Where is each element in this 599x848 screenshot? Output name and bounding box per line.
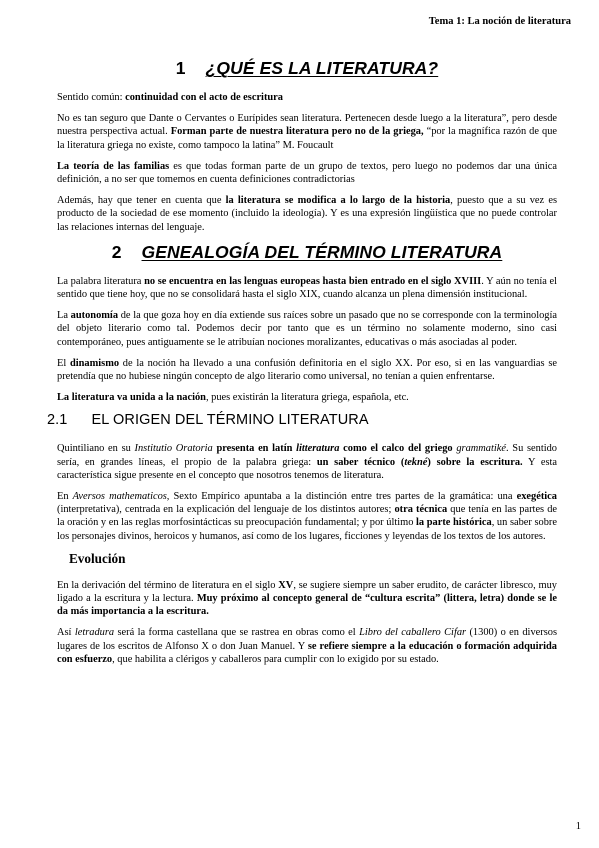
- section-number: 2: [111, 241, 122, 262]
- section-title: EL ORIGEN DEL TÉRMINO LITERATURA: [91, 412, 369, 429]
- section-2-heading: [57, 242, 557, 263]
- paragraph-sentido-comun: Sentido común: continuidad con el acto de escritura: [57, 92, 283, 103]
- paragraph-sexto-empirico: En Aversos mathematicos, Sexto Empírico apuntaba a la distinción entre tres partes de la gramática: una exegética (interpretativa), centrada en la explicación del lenguaje de los distintos autores; otra técnica que tenía en las partes de la oración y en las reglas morfosintácticas su preocupación fundamental; y por último la parte histórica, un saber sobre los personajes divinos, heroicos y humanos, así como de los lugares, ficciones y leyendas de los textos de los autores.: [57, 491, 558, 542]
- page-content: [47, 58, 558, 674]
- section-title: ¿QUÉ ES LA LITERATURA?: [205, 58, 439, 78]
- section-2-1-heading: [47, 412, 557, 428]
- paragraph-nacion: La literatura va unida a la nación, pues existirán la literatura griega, española, etc.: [57, 392, 409, 404]
- running-header: Tema 1: La noción de literatura: [428, 16, 571, 27]
- paragraph-teoria-familias: La teoría de las familias es que todas forman parte de un grupo de textos, pero luego no podemos dar una única definición, a no ser que tomemos en cuenta definiciones contradictorias: [57, 160, 557, 186]
- paragraph-dinamismo: El dinamismo de la noción ha llevado a una confusión definitoria en el siglo XX. Por eso, si en las vanguardias se pretendía que no hubiese ningún concepto de algo literario como universal, no tenían a quien enfrentarse.: [57, 357, 557, 383]
- paragraph-quintiliano: Quintiliano en su Institutio Oratoria presenta en latín litteratura como el calco del griego grammatiké. Su sentido sería, en grandes líneas, el propio de la palabra griega: un saber técnico (tekné) sobre la escritura. Y esta característica sigue presente en el concepto que nosotros tenemos de literatura.: [57, 443, 558, 481]
- paragraph-derivacion: En la derivación del término de literatura en el siglo XV, se sugiere siempre un saber erudito, de carácter libresco, muy ligado a la escritura y la lectura. Muy próximo al concepto general de “cultura escrita” (littera, letra) donde se le da más importancia a la escritura.: [57, 579, 558, 618]
- section-1-heading: [57, 58, 557, 79]
- paragraph-autonomia: La autonomía de la que goza hoy en día extiende sus raíces sobre un pasado que no se corresponde con la terminología del objeto literario como tal. Podemos decir por tanto que es un término no solamente moderno, sino casi contemporáneo, pues antiguamente se le atribuían nociones moralizantes, educativas o más asociadas al poder.: [57, 310, 557, 348]
- section-title: GENEALOGÍA DEL TÉRMINO LITERATURA: [141, 241, 503, 262]
- paragraph-modifica-historia: Además, hay que tener en cuenta que la literatura se modifica a lo largo de la historia, puesto que a su vez es producto de la sociedad de ese momento (incluido la ideología). Y es una expresión lingüística que no puede controlar las relaciones internas del lenguaje.: [57, 195, 557, 233]
- paragraph-palabra-literatura: La palabra literatura no se encuentra en las lenguas europeas hasta bien entrado en el siglo XVIII. Y aún no tenía el sentido que tiene hoy, que no se consolidará hasta el siglo XIX, cuando alcanza un plena dimensión institucional.: [57, 275, 558, 301]
- paragraph-letradura: Así letradura será la forma castellana que se rastrea en obras como el Libro del caballero Cifar (1300) o en diversos lugares de los escritos de Alfonso X o don Juan Manuel. Y se refiere siempre a la educación o formación adquirida con esfuerzo, que habilita a clérigos y caballeros para cumplir con lo exigido por su estado.: [57, 627, 557, 665]
- subsection-evolucion-heading: Evolución: [69, 550, 126, 566]
- section-number: 1: [175, 58, 186, 78]
- page-number: 1: [575, 821, 581, 832]
- paragraph-dante-cervantes: No es tan seguro que Dante o Cervantes o Eurípides sean literatura. Pertenecen desde luego a la literatura”, pero desde nuestra perspectiva actual. Forman parte de nuestra literatura pero no de la griega, “por la magnífica razón de que la literatura griega no existe, como tampoco la latina” M. Foucault: [57, 113, 557, 151]
- section-number: 2.1: [47, 412, 68, 429]
